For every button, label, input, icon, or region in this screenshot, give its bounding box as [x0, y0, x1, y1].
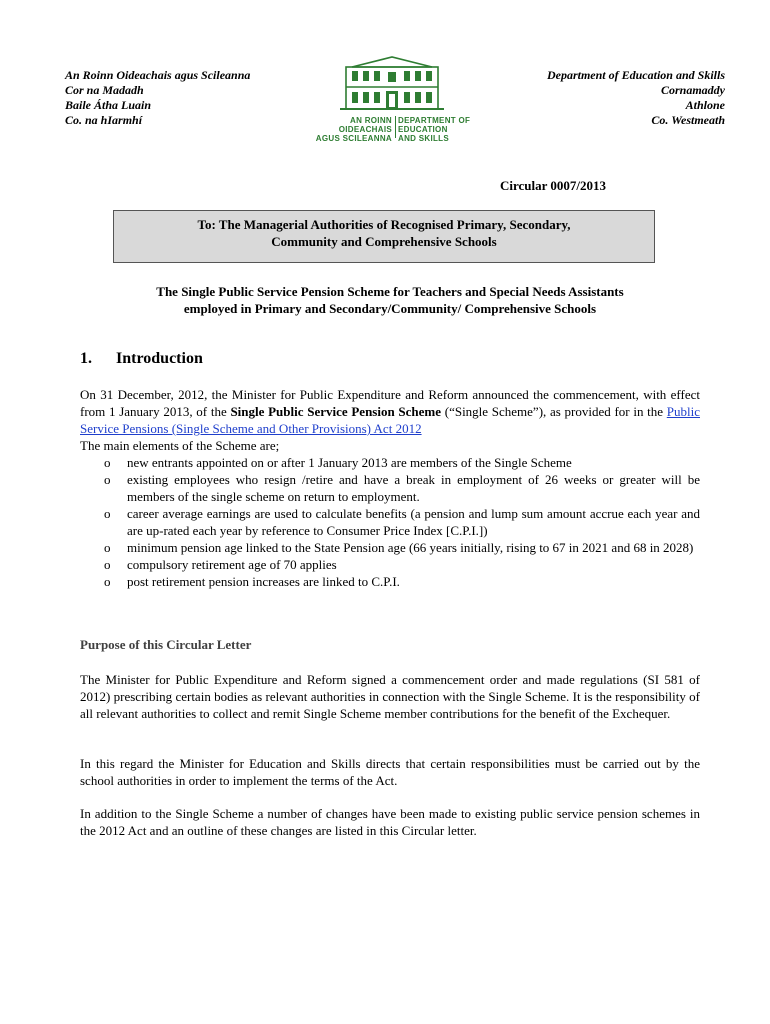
logo-irish-line: OIDEACHAIS [338, 125, 392, 134]
logo-irish-line: AN ROINN [350, 116, 392, 125]
list-item [80, 471, 700, 505]
logo-english-text [398, 116, 488, 143]
section-number: 1. [80, 350, 92, 367]
english-address [547, 68, 725, 128]
english-address-line: Co. Westmeath [651, 113, 725, 127]
list-item-text: post retirement pension increases are linked to C.P.I. [127, 574, 400, 589]
irish-address-line: An Roinn Oideachais agus Scileanna [65, 68, 251, 82]
addressee-box [113, 210, 655, 263]
section-title: Introduction [116, 350, 203, 367]
list-item-text: compulsory retirement age of 70 applies [127, 557, 337, 572]
irish-address-line: Cor na Madadh [65, 83, 144, 97]
logo-irish-text [300, 116, 392, 143]
list-item [80, 505, 700, 539]
bullet-marker: o [104, 557, 111, 572]
purpose-heading: Purpose of this Circular Letter [80, 637, 252, 652]
introduction-paragraph [80, 386, 700, 437]
department-logo [300, 53, 485, 143]
logo-english-line: EDUCATION [398, 125, 448, 134]
bullet-marker: o [104, 472, 111, 487]
body-paragraph: The Minister for Public Expenditure and Reform signed a commencement order and made regulations (SI 581 of 2012) prescribing certain bodies as relevant authorities in connection with the Single Scheme. It is the responsibility of all relevant authorities to collect and remit Single Scheme member contributions for the benefit of the Exchequer. [80, 672, 700, 721]
logo-english-line: DEPARTMENT OF [398, 116, 471, 125]
paragraph-text: On 31 December, 2012, the Minister for Public Expenditure and Reform announced the commencement, with effect from 1 January 2013, of the [80, 387, 700, 419]
bullet-marker: o [104, 574, 111, 589]
scheme-elements-list [80, 454, 700, 590]
logo-english-line: AND SKILLS [398, 134, 449, 143]
body-paragraph: In addition to the Single Scheme a number of changes have been made to existing public service pension schemes in the 2012 Act and an outline of these changes are listed in this Circular letter. [80, 806, 700, 838]
body-paragraph: In this regard the Minister for Education and Skills directs that certain responsibilities must be carried out by the school authorities in order to implement the terms of the Act. [80, 756, 700, 788]
list-item [80, 556, 700, 573]
circular-number: Circular 0007/2013 [500, 178, 607, 193]
list-item-text: existing employees who resign /retire and have a break in employment of 26 weeks or greater will be members of the single scheme on return to employment. [127, 472, 700, 504]
list-item [80, 573, 700, 590]
list-item [80, 454, 700, 471]
list-item [80, 539, 700, 556]
list-item-text: career average earnings are used to calculate benefits (a pension and lump sum amount accrue each year and are up-rated each year by reference to Consumer Price Index [C.P.I.]) [127, 506, 700, 538]
list-item-text: minimum pension age linked to the State Pension age (66 years initially, rising to 67 in 2021 and 68 in 2028) [127, 540, 694, 555]
bullet-marker: o [104, 540, 111, 555]
government-building-icon [300, 53, 485, 113]
list-item-text: new entrants appointed on or after 1 January 2013 are members of the Single Scheme [127, 455, 572, 470]
introduction-body [80, 386, 700, 590]
section-heading [80, 350, 203, 368]
addressee-line: Community and Comprehensive Schools [271, 234, 497, 249]
irish-address [65, 68, 250, 128]
circular-title [80, 283, 700, 317]
title-line: employed in Primary and Secondary/Community/ Comprehensive Schools [183, 301, 597, 316]
logo-irish-line: AGUS SCILEANNA [315, 134, 392, 143]
paragraph-text: (“Single Scheme”), as provided for in the [441, 404, 667, 419]
bullet-marker: o [104, 506, 111, 521]
logo-divider [395, 116, 396, 138]
scheme-name: Single Public Service Pension Scheme [230, 404, 442, 419]
irish-address-line: Co. na hIarmhí [65, 113, 143, 127]
act-link[interactable]: Public Service Pensions (Single Scheme and Other Provisions) Act 2012 [80, 404, 700, 436]
english-address-line: Athlone [685, 98, 725, 112]
bullet-marker: o [104, 455, 111, 470]
english-address-line: Cornamaddy [660, 83, 725, 97]
english-address-line: Department of Education and Skills [546, 68, 725, 82]
addressee-line: To: The Managerial Authorities of Recognised Primary, Secondary, [197, 217, 571, 232]
bullets-intro: The main elements of the Scheme are; [80, 438, 280, 453]
title-line: The Single Public Service Pension Scheme for Teachers and Special Needs Assistants [156, 284, 624, 299]
irish-address-line: Baile Átha Luain [65, 98, 152, 112]
